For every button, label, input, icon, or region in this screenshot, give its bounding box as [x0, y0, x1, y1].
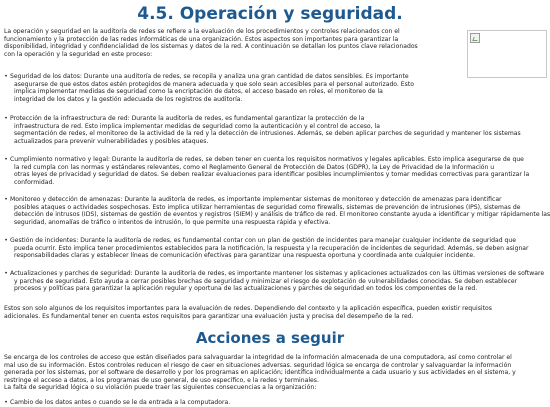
- list-item-line: infraestructura de red. Esto implica implementar medidas de seguridad como la autenticación y el control de acceso, la: [14, 122, 380, 130]
- list-item-line: Gestión de incidentes: Durante la auditoría de redes, es fundamental contar con un plan de gestión de incidentes para manejar cualquier incidente de seguridad que: [10, 237, 517, 244]
- closing-line: Estos son solo algunos de los requisitos importantes para la evaluación de redes. Dependiendo del contexto y la aplicación específica, pueden existir requisitos: [4, 305, 492, 312]
- list-item-line: integridad de los datos y la gestión adecuada de los registros de auditoría.: [14, 95, 243, 103]
- list-item-line: actualizados para prevenir vulnerabilidades y posibles ataques.: [14, 137, 209, 145]
- list-item-line: Monitoreo y detección de amenazas: Durante la auditoría de redes, es importante implementar sistemas de monitoreo y detección de amenazas para identificar: [10, 196, 502, 203]
- list-item-line: segmentación de redes, el monitoreo de la actividad de la red y la detección de intrusiones. Además, se deben aplicar parches de seguridad y mantener los sistemas: [14, 130, 521, 138]
- bullet-marker: •: [4, 156, 8, 163]
- list-item-line: Seguridad de los datos: Durante una auditoría de redes, se recopila y analiza una gran cantidad de datos sensibles. Es importante: [10, 73, 409, 80]
- section-line: mal uso de su información. Estos controles reducen el riesgo de caer en situaciones adversas. seguridad lógica se encarga de controlar y salvaguardar la información: [4, 361, 512, 369]
- section-line: Se encarga de los controles de acceso que están diseñados para salvaguardar la integridad de la información almacenada de una computadora, así como controlar el: [4, 354, 512, 361]
- list-item-line: posibles ataques o actividades sospechosas. Esto implica utilizar herramientas de seguridad como firewalls, sistemas de prevención de intrusiones (IPS), sistemas de: [14, 203, 521, 211]
- list-item-line: Cambio de los datos antes o cuando se le da entrada a la computadora.: [10, 399, 231, 406]
- section-line: restringe el acceso a datos, a los programas de uso general, de uso específico, e la redes y terminales.: [4, 376, 319, 384]
- list-item-line: conformidad.: [14, 178, 55, 186]
- section-line: La falta de seguridad lógica o su violación puede traer las siguientes consecuencias a la organización:: [4, 384, 317, 392]
- list-item-line: Cumplimiento normativo y legal: Durante la auditoría de redes, se deben tener en cuenta los requisitos normativos y legales aplicables. Esto implica asegurarse de que: [10, 156, 524, 163]
- embedded-image: [467, 30, 547, 78]
- section-line: generada por los sistemas, por el software de desarrollo y por los programas en aplicación; identifica individualmente a cada usuario y sus actividades en el sistema, y: [4, 369, 516, 377]
- intro-paragraph: [4, 28, 466, 58]
- closing-line: adicionales. Es fundamental tener en cuenta estos requisitos para garantizar una evaluación justa y precisa del desempeño de la red.: [4, 312, 414, 320]
- list-item: [4, 270, 545, 293]
- bullet-marker: •: [4, 196, 8, 203]
- list-item-line: asegurarse de que estos datos estén protegidos de manera adecuada y que solo sean accesibles para el personal autorizado. Esto: [14, 80, 414, 88]
- bullet-marker: •: [4, 270, 8, 277]
- list-item-line: pueda ocurrir. Esto implica tener procedimientos establecidos para la notificación, la respuesta y la recuperación de incidentes de seguridad. Además, se deben asignar: [14, 244, 529, 252]
- list-item-line: y parches de seguridad. Esto ayuda a cerrar posibles brechas de seguridad y minimizar el riesgo de explotación de vulnerabilidades conocidas. Se deben establecer: [14, 277, 518, 285]
- section-paragraph: [4, 354, 538, 392]
- list-item-line: implica implementar medidas de seguridad como la encriptación de datos, el acceso basado en roles, el monitoreo de la: [14, 88, 383, 96]
- intro-line: disponibilidad, integridad y confidencialidad de los sistemas y datos de la red. A continuación se detallan los puntos clave relacionados: [4, 43, 418, 51]
- intro-line: La operación y seguridad en la auditoría de redes se refiere a la evaluación de los procedimientos y controles relacionados con el: [4, 28, 400, 35]
- list-item-line: seguridad, anomalías de tráfico o intentos de intrusión, lo que permite una respuesta rápida y efectiva.: [14, 218, 331, 226]
- bullet-marker: •: [4, 115, 8, 122]
- subsection-title: Acciones a seguir: [195, 329, 345, 347]
- bullet-marker: •: [4, 237, 8, 244]
- list-item-line: detección de intrusos (IDS), sistemas de gestión de eventos y registros (SIEM) y análisis de tráfico de red. El monitoreo constante ayuda a identificar y mitigar rápidamente las: [14, 211, 550, 219]
- intro-line: con la operación y la seguridad en este proceso:: [4, 50, 153, 58]
- closing-paragraph: [4, 305, 538, 320]
- section-title: 4.5. Operación y seguridad.: [137, 4, 403, 24]
- list-item: [4, 156, 540, 186]
- list-item: [4, 73, 540, 103]
- list-item: [4, 399, 540, 407]
- list-item-line: responsabilidades claras y establecer líneas de comunicación efectivas para garantizar una respuesta oportuna y coordinada ante cualquier incidente.: [14, 252, 476, 260]
- list-item-line: Actualizaciones y parches de seguridad: Durante la auditoría de redes, es importante mantener los sistemas y aplicaciones actualizados con las últimas versiones de software: [10, 270, 545, 277]
- list-item-line: procesos y políticas para garantizar la aplicación regular y oportuna de las actualizaciones y parches de seguridad en todos los componentes de la red.: [14, 285, 478, 293]
- list-item: [4, 196, 550, 226]
- bullet-marker: •: [4, 399, 8, 406]
- list-item-line: la red cumpla con las normas y estándares relevantes, como el Reglamento General de Protección de Datos (GDPR), la Ley de Privacidad de la Información u: [14, 163, 495, 171]
- intro-line: funcionamiento y la protección de las redes informáticas de una organización. Estos aspectos son importantes para garantizar la: [4, 35, 399, 43]
- list-item-line: Protección de la infraestructura de red: Durante la auditoría de redes, es fundamental garantizar la protección de la: [10, 115, 365, 122]
- list-item: [4, 237, 540, 260]
- list-item-line: otras leyes de privacidad y seguridad de datos. Se deben realizar evaluaciones para identificar posibles incumplimientos y tomar medidas correctivas para garantizar la: [14, 171, 530, 179]
- broken-image-icon: [470, 33, 480, 43]
- bullet-marker: •: [4, 73, 8, 80]
- list-item: [4, 115, 540, 145]
